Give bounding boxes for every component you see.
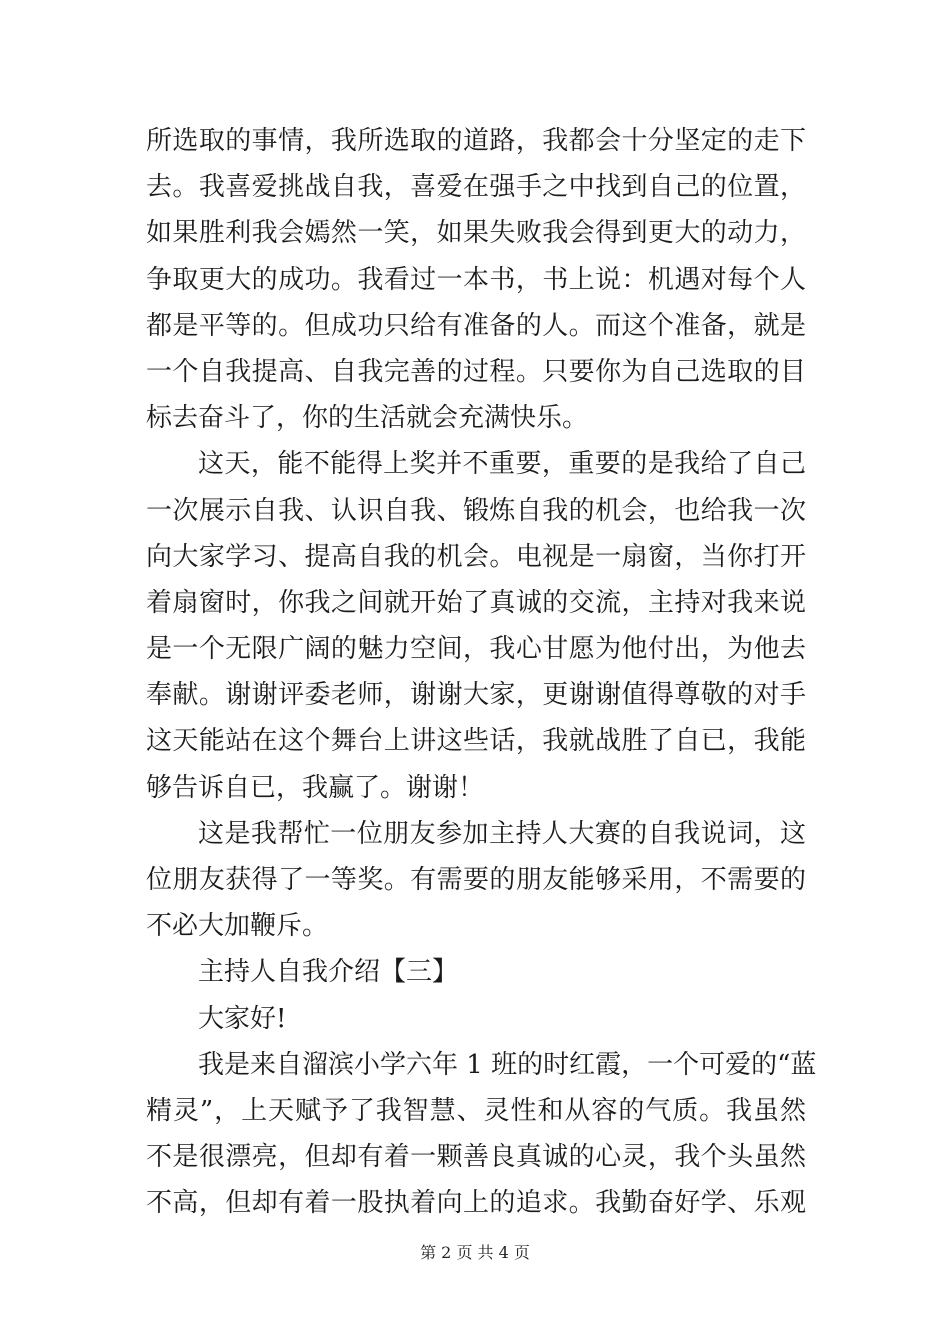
text-line: 不必大加鞭斥。	[146, 911, 329, 942]
text-line: 如果胜利我会嫣然一笑，如果失败我会得到更大的动力，	[146, 218, 806, 249]
page-footer: 第 2 页 共 4 页	[420, 1243, 530, 1262]
text-line: 是一个无限广阔的魅力空间，我心甘愿为他付出，为他去	[146, 634, 806, 665]
text-line: 不高，但却有着一股执着向上的追求。我勤奋好学、乐观	[146, 1188, 806, 1219]
text-line: 主持人自我介绍【三】	[198, 957, 459, 988]
text-line: 争取更大的成功。我看过一本书，书上说：机遇对每个人	[146, 264, 806, 295]
text-line: 我是来自溜滨小学六年 1 班的时红霞，一个可爱的“蓝	[198, 1049, 817, 1080]
text-line: 这是我帮忙一位朋友参加主持人大赛的自我说词，这	[198, 818, 806, 849]
text-line: 不是很漂亮，但却有着一颗善良真诚的心灵，我个头虽然	[146, 1142, 806, 1173]
text-line: 向大家学习、提高自我的机会。电视是一扇窗，当你打开	[146, 541, 806, 572]
text-line: 所选取的事情，我所选取的道路，我都会十分坚定的走下	[146, 126, 806, 156]
text-line: 去。我喜爱挑战自我，喜爱在强手之中找到自己的位置，	[146, 172, 806, 203]
text-line: 大家好!	[198, 1003, 287, 1034]
text-line: 这天能站在这个舞台上讲这些话，我就战胜了自已，我能	[146, 726, 806, 757]
text-line: 都是平等的。但成功只给有准备的人。而这个准备，就是	[146, 310, 806, 341]
text-line: 精灵”，上天赋予了我智慧、灵性和从容的气质。我虽然	[146, 1095, 806, 1126]
text-line: 一个自我提高、自我完善的过程。只要你为自己选取的目	[146, 356, 806, 387]
text-line: 一次展示自我、认识自我、锻炼自我的机会，也给我一次	[146, 495, 806, 526]
text-line: 这天，能不能得上奖并不重要，重要的是我给了自己	[198, 449, 806, 480]
text-line: 着扇窗时，你我之间就开始了真诚的交流，主持对我来说	[146, 587, 806, 618]
text-line: 奉献。谢谢评委老师，谢谢大家，更谢谢值得尊敬的对手	[146, 680, 806, 711]
text-line: 标去奋斗了，你的生活就会充满快乐。	[146, 403, 589, 434]
document-body	[146, 118, 817, 1227]
text-line: 位朋友获得了一等奖。有需要的朋友能够采用，不需要的	[146, 865, 806, 895]
text-line: 够告诉自已，我赢了。谢谢！	[146, 772, 485, 803]
